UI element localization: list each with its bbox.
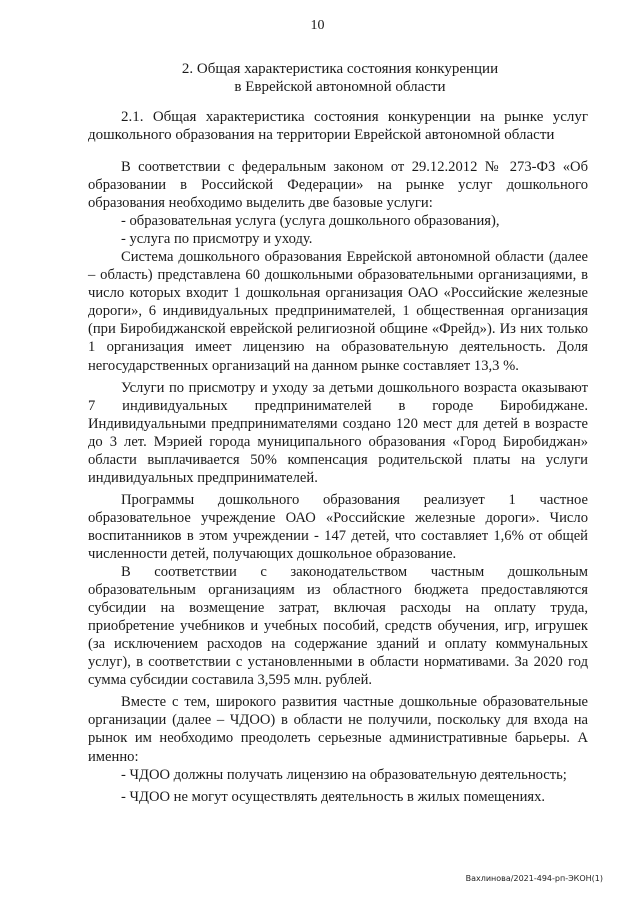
paragraph-barriers: Вместе с тем, широкого развития частные дошкольные образовательные организации (далее – ЧДОО) в области не получили, поскольку для входа на рынок им необходимо преодолеть серьезные административные барьеры. А именно: — [88, 694, 588, 765]
paragraph-programs: Программы дошкольного образования реализует 1 частное образовательное учреждение ОАО «Российские железные дороги». Число воспитанников в этом учреждении - 147 детей, что составляет 1,6% от общей численности детей, получающих дошкольное образование. — [88, 491, 588, 562]
list-item-care-service: - услуга по присмотру и уходу. — [121, 231, 313, 248]
page-number: 10 — [310, 18, 325, 33]
list-item-educational-service: - образовательная услуга (услуга дошкольного образования), — [121, 213, 500, 230]
paragraph-care-services: Услуги по присмотру и уходу за детьми дошкольного возраста оказывают 7 индивидуальных предпринимателей в городе Биробиджане. Индивидуальными предпринимателями создано 120 мест для детей в возрасте до 3 лет. Мэрией города муниципального образования «Город Биробиджан» области выплачивается 50% компенсация родительской платы на услуги индивидуальных предпринимателей. — [88, 379, 588, 486]
section-heading-line-2: в Еврейской автономной области — [234, 79, 446, 95]
document-body — [88, 158, 588, 806]
section-heading-line-1: 2. Общая характеристика состояния конкуренции — [181, 61, 499, 77]
paragraph-subsidies: В соответствии с законодательством частным дошкольным образовательным организациям из областного бюджета предоставляются субсидии на возмещение затрат, включая расходы на оплату труда, приобретение учебников и учебных пособий, средств обучения, игр, игрушек (за исключением расходов на содержание зданий и оплату коммунальных услуг), в соответствии с установленными в области нормативами. За 2020 год сумма субсидии составила 3,595 млн. рублей. — [88, 564, 588, 689]
list-item-license: - ЧДОО должны получать лицензию на образовательную деятельность; — [121, 766, 567, 783]
list-item-residential: - ЧДОО не могут осуществлять деятельность в жилых помещениях. — [121, 788, 546, 805]
document-footer-code: Вахлинова/2021-494-рп-ЭКОН(1) — [465, 874, 603, 883]
paragraph-law-intro: В соответствии с федеральным законом от 29.12.2012 № 273-ФЗ «Об образовании в Российской Федерации» на рынке услуг дошкольного образования необходимо выделить две базовые услуги: — [88, 159, 588, 212]
section-heading — [90, 60, 590, 96]
paragraph-system-overview: Система дошкольного образования Еврейской автономной области (далее – область) представлена 60 дошкольными образовательными организациями, в число которых входит 1 дошкольная организация ОАО «Российские железные дороги», 6 индивидуальных предпринимателей, 1 общественная организация (при Биробиджанской еврейской религиозной общине «Фрейд»). Из них только 1 организация имеет лицензию на образовательную деятельность. Доля негосударственных организаций на данном рынке составляет 13,3 %. — [88, 249, 588, 374]
subsection-heading: 2.1. Общая характеристика состояния конкуренции на рынке услуг дошкольного образования на территории Еврейской автономной области — [88, 109, 588, 143]
